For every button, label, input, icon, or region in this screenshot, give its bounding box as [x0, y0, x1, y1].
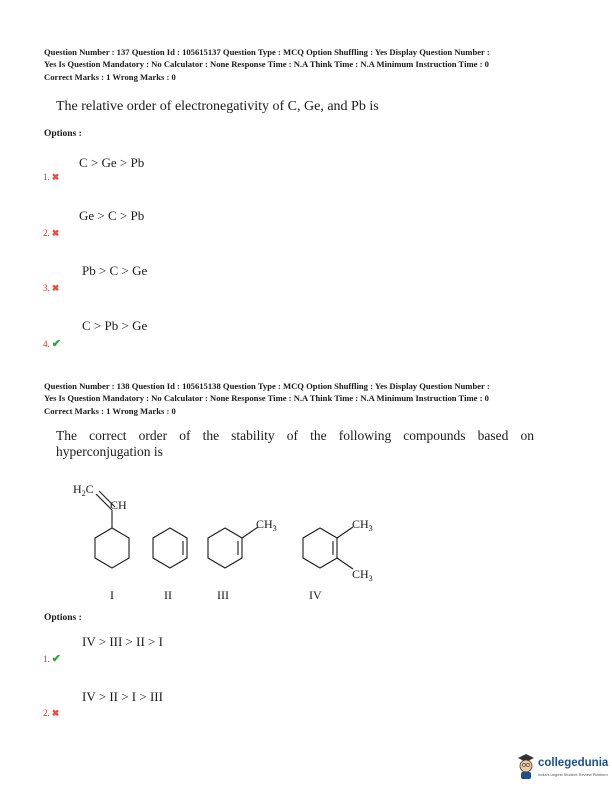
check-icon: ✔ — [51, 338, 61, 350]
logo-tagline: India's largest Student Review Platform — [538, 772, 608, 777]
vinyl-ch-label: CH — [110, 498, 127, 512]
options-label: Options : — [44, 129, 82, 139]
meta-line: Correct Marks : 1 Wrong Marks : 0 — [44, 405, 176, 416]
methyl-label: $CH_3$ — [352, 567, 373, 583]
option-number: 1. ✖ — [43, 172, 60, 182]
structure-label: I — [110, 588, 114, 602]
option-number: 4. ✔ — [43, 338, 61, 350]
cyclohexene-ring-II — [153, 528, 187, 568]
vinyl-h2c-label: $H_2C$ — [73, 482, 94, 498]
meta-line: Correct Marks : 1 Wrong Marks : 0 — [44, 71, 176, 82]
question-text: The relative order of electronegativity of C, Ge, and Pb is — [56, 99, 379, 114]
dimethylcyclohexene-ring-IV — [303, 528, 337, 568]
options-label: Options : — [44, 613, 82, 623]
option-text[interactable]: IV > II > I > III — [82, 689, 163, 704]
option-text[interactable]: IV > III > II > I — [82, 634, 163, 649]
option-number: 2. ✖ — [43, 708, 60, 718]
question-text — [56, 428, 534, 460]
structure-label: IV — [309, 588, 322, 602]
collegedunia-mascot-icon — [516, 752, 536, 780]
option-text[interactable]: C > Ge > Pb — [79, 155, 145, 170]
check-icon: ✔ — [51, 653, 61, 665]
methyl-bond — [337, 527, 353, 538]
question-meta — [44, 380, 574, 417]
methyl-label: $CH_3$ — [352, 517, 373, 533]
option-number: 2. ✖ — [43, 228, 60, 238]
option-number: 3. ✖ — [43, 283, 60, 293]
question-meta — [44, 46, 574, 83]
collegedunia-logo: collegedunia — [538, 757, 609, 769]
option-text[interactable]: C > Pb > Ge — [82, 318, 148, 333]
cross-icon: ✖ — [51, 228, 60, 238]
option-text[interactable]: Pb > C > Ge — [82, 263, 148, 278]
cross-icon: ✖ — [51, 708, 60, 718]
option-text[interactable]: Ge > C > Pb — [79, 208, 145, 223]
cross-icon: ✖ — [51, 172, 60, 182]
structure-label: II — [164, 588, 172, 602]
meta-line: Question Number : 137 Question Id : 105615137 Question Type : MCQ Option Shuffling : Yes Display Question Number : — [44, 47, 490, 57]
methylcyclohexene-ring-III — [208, 528, 242, 568]
meta-line: Yes Is Question Mandatory : No Calculator : None Response Time : N.A Think Time : N.A Minimum Instruction Time : 0 — [44, 393, 489, 404]
methyl-label: $CH_3$ — [256, 517, 277, 533]
chemical-structures — [60, 478, 380, 608]
cyclohexane-ring-I — [95, 528, 129, 568]
question-line: The correct order of the stability of the following compounds based on — [56, 428, 534, 443]
cross-icon: ✖ — [51, 283, 60, 293]
meta-line: Question Number : 138 Question Id : 105615138 Question Type : MCQ Option Shuffling : Yes Display Question Number : — [44, 381, 490, 391]
question-line: hyperconjugation is — [56, 444, 163, 459]
methyl-bond — [337, 558, 353, 569]
option-number: 1. ✔ — [43, 653, 61, 665]
structure-label: III — [217, 588, 229, 602]
meta-line: Yes Is Question Mandatory : No Calculator : None Response Time : N.A Think Time : N.A Minimum Instruction Time : 0 — [44, 59, 489, 70]
